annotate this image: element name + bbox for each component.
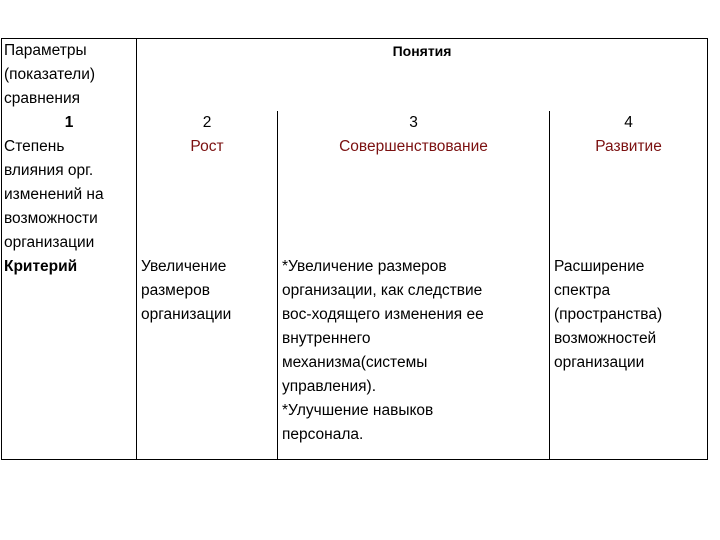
- criterion-improvement-cell: [278, 255, 550, 459]
- header-concepts-cell: [137, 39, 708, 112]
- row-degree-line: изменений на: [4, 186, 104, 203]
- criterion-development-line: Расширение: [554, 258, 645, 275]
- criterion-development-cell: [550, 255, 708, 459]
- criterion-improvement-line: организации, как следствие: [282, 282, 483, 299]
- criterion-improvement-line: управления).: [282, 378, 377, 395]
- comparison-table: [1, 38, 708, 460]
- criterion-growth-line: Увеличение: [141, 258, 227, 275]
- degree-value-improvement: Совершенствование: [278, 135, 550, 255]
- row-degree-line: возможности: [4, 210, 98, 227]
- row-degree-line: Степень: [4, 138, 65, 155]
- header-concepts-label: Понятия: [392, 43, 452, 59]
- col-number-3: 3: [278, 111, 550, 135]
- criterion-growth-line: организации: [141, 306, 232, 323]
- row-degree-label: [2, 135, 137, 255]
- criterion-growth-cell: [137, 255, 278, 459]
- row-degree-line: организации: [4, 234, 95, 251]
- col-number-2: 2: [137, 111, 278, 135]
- header-parameters-line: сравнения: [4, 90, 81, 107]
- criterion-improvement-line: *Увеличение размеров: [282, 258, 447, 275]
- col-number-1: 1: [2, 111, 137, 135]
- criterion-improvement-line: механизма(системы: [282, 354, 428, 371]
- criterion-development-line: спектра: [554, 282, 611, 299]
- degree-value-growth: Рост: [137, 135, 278, 255]
- criterion-improvement-line: *Улучшение навыков: [282, 402, 434, 419]
- header-parameters-cell: [2, 39, 137, 112]
- criterion-development-line: возможностей: [554, 330, 657, 347]
- criterion-improvement-line: внутреннего: [282, 330, 371, 347]
- criterion-development-line: организации: [554, 354, 645, 371]
- row-degree-line: влияния орг.: [4, 162, 94, 179]
- degree-value-development: Развитие: [550, 135, 708, 255]
- criterion-growth-line: размеров: [141, 282, 210, 299]
- col-number-4: 4: [550, 111, 708, 135]
- row-criterion-label: Критерий: [2, 255, 137, 459]
- criterion-improvement-line: персонала.: [282, 426, 364, 443]
- header-parameters-line: (показатели): [4, 66, 96, 83]
- criterion-improvement-line: вос-ходящего изменения ее: [282, 306, 484, 323]
- header-parameters-line: Параметры: [4, 42, 87, 59]
- criterion-development-line: (пространства): [554, 306, 663, 323]
